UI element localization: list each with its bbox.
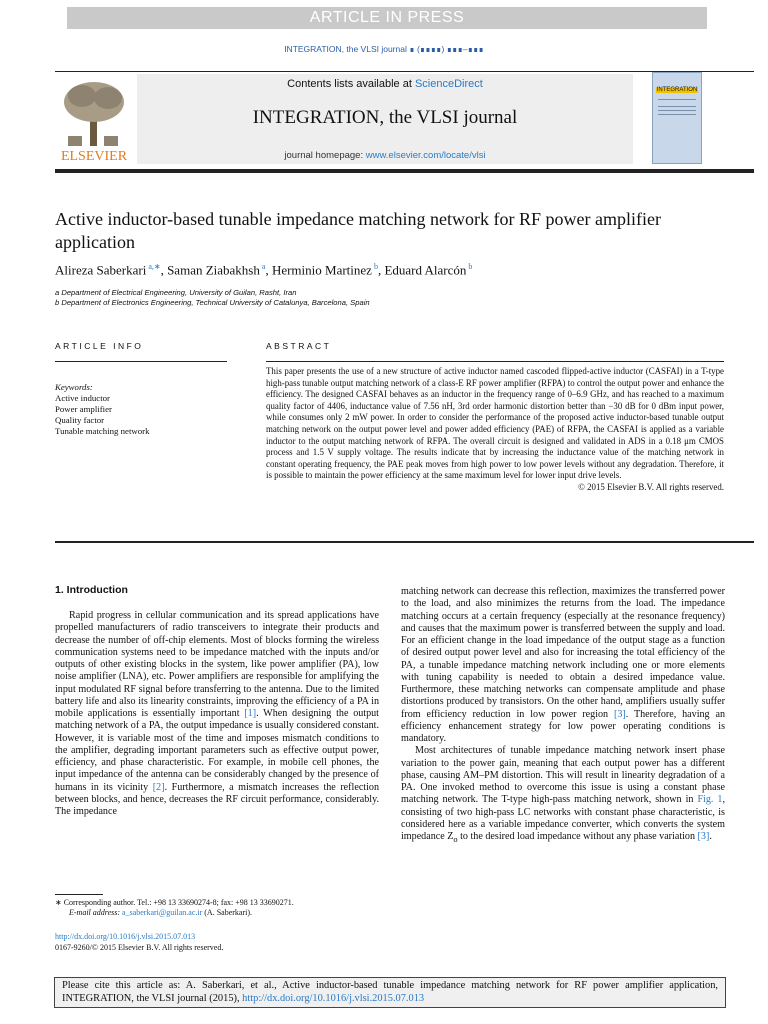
citation-link-3[interactable]: [3] <box>613 708 626 720</box>
author-affiliation-mark[interactable]: b <box>371 262 378 271</box>
doi-link[interactable]: http://dx.doi.org/10.1016/j.vlsi.2015.07.013 <box>55 932 196 941</box>
impedance-subscript: o <box>453 835 458 845</box>
abstract-copyright: © 2015 Elsevier B.V. All rights reserved. <box>578 481 724 492</box>
abstract-heading: ABSTRACT <box>266 341 332 351</box>
doi-block <box>55 932 223 953</box>
contents-prefix: Contents lists available at <box>287 78 415 90</box>
keywords-block <box>55 382 149 437</box>
sciencedirect-link[interactable]: ScienceDirect <box>414 78 483 90</box>
intro-text: , consisting of two high-pass LC networks with constant phase characteristic, is considered here as a variable impedance converter, which converts the system impedance Z <box>401 794 725 842</box>
article-info-heading: ARTICLE INFO <box>55 341 144 351</box>
citation-text: Please cite this article as: A. Saberkari, et al., Active inductor-based tunable impedance matching network for RF power amplifier application, INTEGRATION, the VLSI journal (2015), <box>62 980 718 1004</box>
homepage-link[interactable]: www.elsevier.com/locate/vlsi <box>365 150 486 161</box>
intro-text: Most architectures of tunable impedance matching network insert phase variation to the power gain, meaning that each output power has a different phase, causing AM–PM distortion. This will result in linearity degradation of a PA. One invoked method to overcome this issue is using a constant phase matching network. The T-type high-pass matching network, shown in <box>401 745 725 806</box>
cover-title: INTEGRATION <box>656 87 698 93</box>
email-suffix: (A. Saberkari). <box>202 908 253 917</box>
author-affiliation-mark[interactable]: b <box>466 262 473 271</box>
right-column <box>401 586 725 846</box>
figure-link-1[interactable]: Fig. 1 <box>697 794 723 806</box>
affiliation-a: a Department of Electrical Engineering, University of Guilan, Rasht, Iran <box>55 288 297 297</box>
article-info-rule <box>55 361 227 362</box>
author-list <box>55 262 472 278</box>
author-affiliation-mark[interactable]: a,∗ <box>146 262 161 271</box>
elsevier-logo[interactable] <box>54 78 134 164</box>
section-heading-introduction: 1. Introduction <box>55 584 128 596</box>
abstract-text: This paper presents the use of a new structure of active inductor named cascoded flipped-active inductor (CASFAI) in a T-type high-pass tunable output matching network of a class-E RF power amplifier (RFPA) to control the output power and enhance the efficiency. The designed CASFAI behaves as an inductor in the frequency range of 0–6.9 GHz, and has reached to a maximum quality factor of 4406, inductance value of 7.56 nH, 3rd order harmonic distortion better than −30 dB for 0 dBm input power, while consumes only 2 mW power. In order to consider the performance of the proposed active inductor-based tunable output matching network on the output power level and power added efficiency (PAE) of RFPA, the CASFAI is applied as a variable inductor to the output matching network of RFPA. The overall circuit is designed and validated in ADS in a 0.18 μm CMOS process and 1.5 V supply voltage. The results indicate that by increasing the inductance value of the matching network in constant operating frequency, the PAE peak moves from high power to low power levels without any degradation. Therefore, it is possible to maintain the power efficiency at the same maximum level for lower input drive levels. <box>266 366 724 481</box>
keyword: Tunable matching network <box>55 426 150 436</box>
article-in-press-banner: ARTICLE IN PRESS <box>67 7 707 29</box>
author-name[interactable]: , Herminio Martinez <box>265 262 372 278</box>
journal-title: INTEGRATION, the VLSI journal <box>252 107 518 128</box>
intro-paragraph-2 <box>401 745 725 846</box>
intro-text: to the desired load impedance without any phase variation <box>457 831 698 842</box>
issn-line: 0167-9260/© 2015 Elsevier B.V. All rights reserved. <box>55 942 224 952</box>
journal-reference[interactable]: INTEGRATION, the VLSI journal ∎ (∎∎∎∎) ∎∎∎–∎∎∎ <box>284 44 484 54</box>
keyword: Power amplifier <box>55 404 112 414</box>
intro-text: . Therefore, having an efficiency enhancement strategy for low power operating conditions is mandatory. <box>401 708 725 744</box>
footnote-rule <box>55 894 103 895</box>
intro-text: matching network can decrease this reflection, maximizes the transferred power to the load, and also minimizes the returns from the load. The impedance matching occurs at a certain frequency (especially at the resonance frequency) and causes that the maximum power is transferred between the supply and load. For an efficient change in the load impedance of the output stage as a function of desired output power level and also for increasing the total efficiency of the PA, a tunable impedance matching network including one or more elements with tuning capability is needed to obtain a desired impedance value. Furthermore, these matching networks can compensate amplitude and phase distortions produced by transistors. On the other hand, amplifiers usually suffer from efficiency reduction in low power region <box>401 586 725 720</box>
footnote <box>55 898 395 918</box>
corresponding-author-note: ∗ Corresponding author. Tel.: +98 13 33690274-8; fax: +98 13 33690271. <box>55 898 294 907</box>
intro-paragraph-1-continued <box>401 586 725 745</box>
intro-text: . Furthermore, a mismatch increases the reflection between blocks, and hence, decreases the RF circuit performance, considerably. The impedance <box>55 781 379 817</box>
abstract-block <box>266 366 724 494</box>
keyword: Active inductor <box>55 393 110 403</box>
citation-doi-link[interactable]: http://dx.doi.org/10.1016/j.vlsi.2015.07.013 <box>242 992 425 1004</box>
author-name[interactable]: , Saman Ziabakhsh <box>160 262 260 278</box>
article-title: Active inductor-based tunable impedance matching network for RF power amplifier application <box>55 209 661 252</box>
email-label: E-mail address: <box>69 908 123 917</box>
citation-link-1[interactable]: [1] <box>244 708 257 719</box>
homepage-label: journal homepage: <box>284 150 366 161</box>
intro-text: . <box>709 831 712 842</box>
journal-homepage <box>137 150 633 161</box>
citation-box <box>54 977 726 1008</box>
journal-cover-thumbnail[interactable] <box>652 72 702 164</box>
author-name[interactable]: Alireza Saberkari <box>55 262 147 278</box>
keywords-label: Keywords: <box>55 382 93 392</box>
intro-text: Rapid progress in cellular communication and its spread applications have propelled manufacturers of radio transceivers to integrate their products and decrease the number of off-chip elements. Most of blocks forming the wireless communication systems need to be impedance matched with the inputs and/or outputs of other existing blocks in the system, like power amplifier (PA), low noise amplifier (LNA), etc. Power amplifiers are responsible for amplifying the input modulated RF signal before transferring to the antenna. Due to the limited battery life and also its linearity constraints, improving the efficiency of a PA in mobile applications is essentially important <box>55 610 379 719</box>
intro-paragraph-1 <box>55 610 379 818</box>
abstract-rule <box>266 361 724 362</box>
abstract-bottom-rule <box>55 541 754 543</box>
header-bottom-rule <box>55 169 754 173</box>
intro-text: . When designing the output matching network of a PA, the output impedance is usually considered constant. However, it is variable most of the time and imposes mismatch conditions to the amplifier, degrading important parameters such as effective output power, efficiency, and phase characteristic. For example, in mobile cell phones, the input impedance of the antenna can be considerably changed by the presence of humans in its vicinity <box>55 708 379 793</box>
affiliation-b: b Department of Electronics Engineering, Technical University of Catalunya, Barcelona, Spain <box>55 298 370 307</box>
citation-link-3b[interactable]: [3] <box>697 831 710 842</box>
citation-link-2[interactable]: [2] <box>152 781 165 793</box>
contents-line <box>137 78 633 90</box>
email-line <box>55 908 395 918</box>
author-affiliation-mark[interactable]: a <box>259 262 266 271</box>
left-column <box>55 610 379 818</box>
publisher-name: ELSEVIER <box>60 149 128 164</box>
author-name[interactable]: , Eduard Alarcón <box>377 262 467 278</box>
header-top-rule <box>55 71 754 72</box>
keyword: Quality factor <box>55 415 105 425</box>
email-link[interactable]: a_saberkari@guilan.ac.ir <box>122 908 203 917</box>
